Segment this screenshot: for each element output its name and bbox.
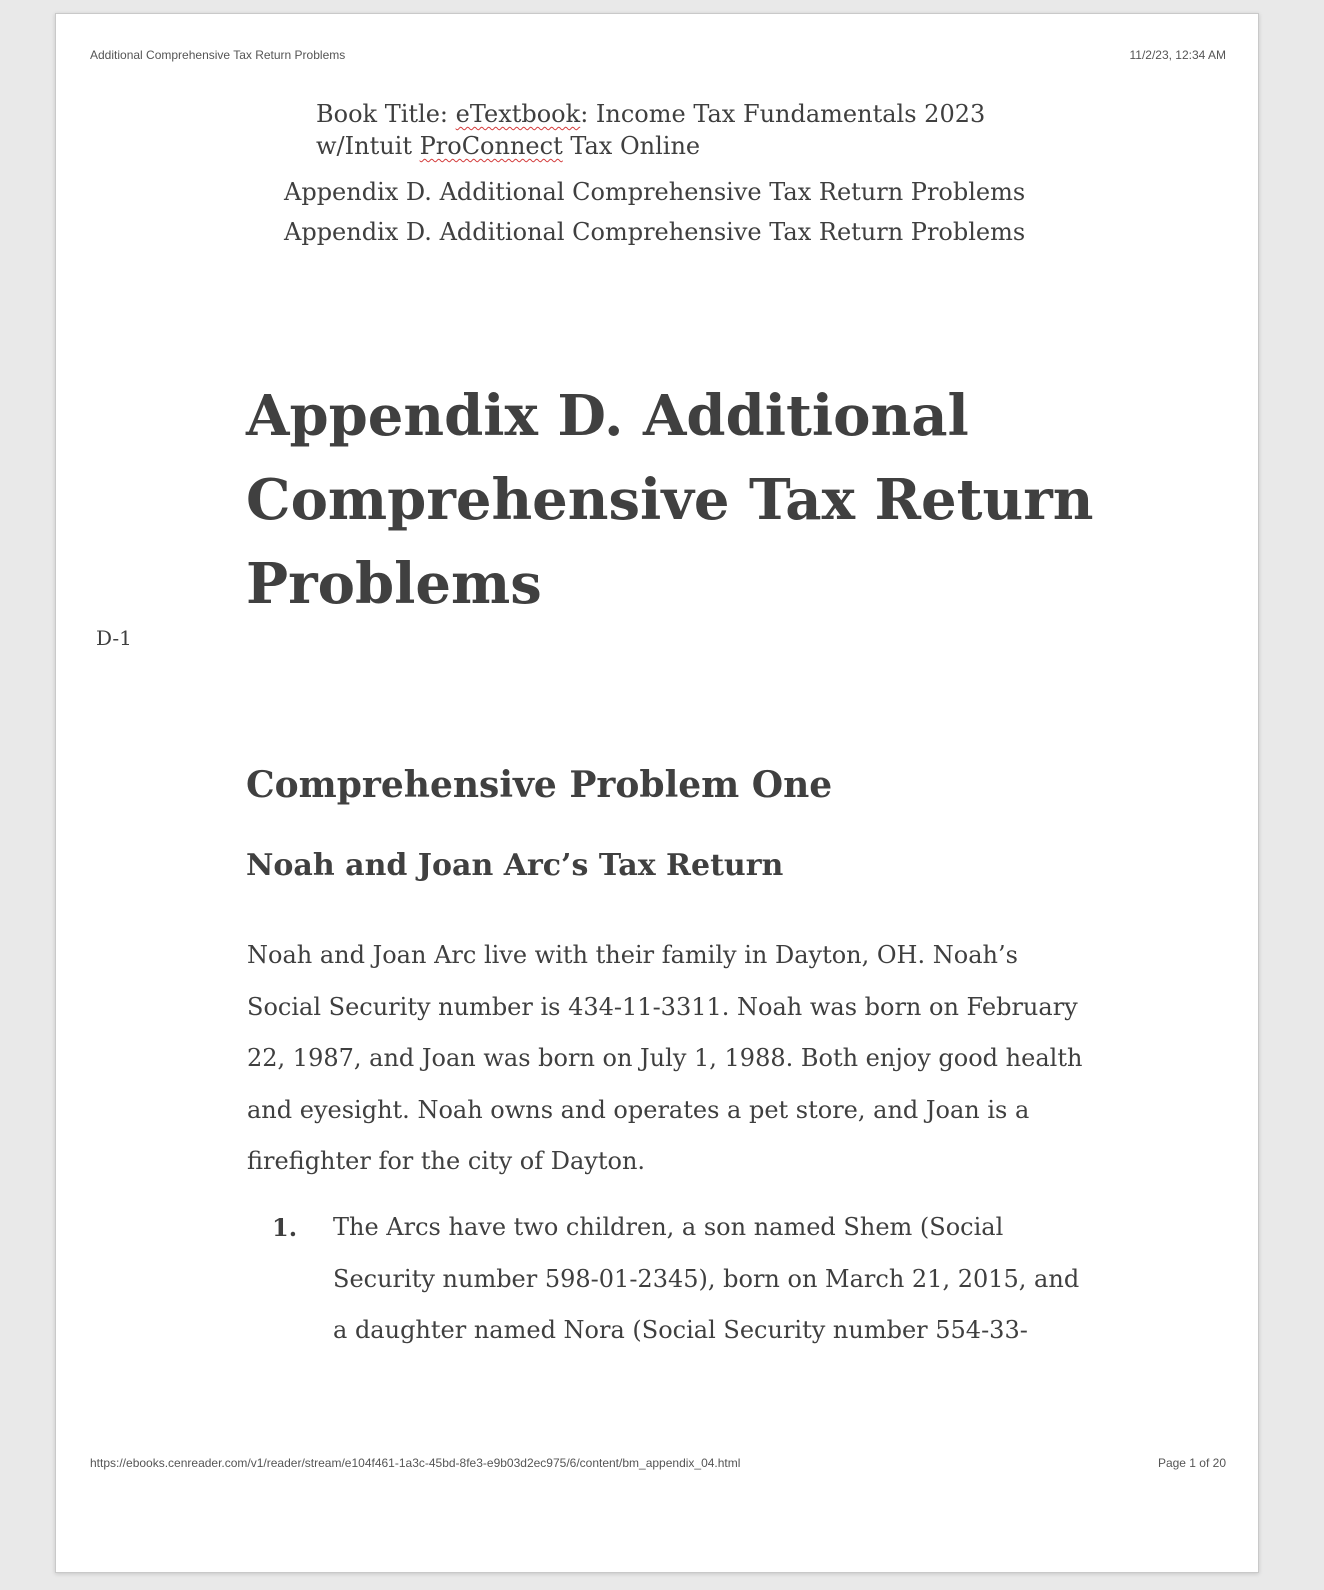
page-title: Appendix D. Additional Comprehensive Tax Return Problems bbox=[246, 383, 1094, 617]
list-item-number: 1. bbox=[272, 1213, 298, 1242]
problem-heading: Comprehensive Problem One bbox=[246, 764, 833, 806]
book-title-prefix: Book Title: bbox=[316, 100, 456, 128]
list-item-text: The Arcs have two children, a son named Shem (Social Security number 598-01-2345), born on March 21, 2015, and a daughter named Nora (Social Security number 554-33- bbox=[333, 1213, 1080, 1344]
book-title-line2-suffix: Tax Online bbox=[562, 132, 701, 160]
appendix-breadcrumb-2: Appendix D. Additional Comprehensive Tax Return Problems bbox=[284, 218, 1026, 246]
document-page bbox=[55, 13, 1259, 1573]
intro-paragraph: Noah and Joan Arc live with their family in Dayton, OH. Noah’s Social Security number is 434-11-3311. Noah was born on February 22, 1987, and Joan was born on July 1, 1988. Both enjoy good health and eyesight. Noah owns and operates a pet store, and Joan is a firefighter for the city of Dayton. bbox=[247, 941, 1083, 1175]
spellcheck-word-etextbook: eTextbook bbox=[455, 100, 581, 128]
print-header-title: Additional Comprehensive Tax Return Problems bbox=[90, 48, 346, 62]
book-title bbox=[296, 98, 1116, 162]
page-number-marker: D-1 bbox=[96, 626, 132, 650]
appendix-breadcrumb-1: Appendix D. Additional Comprehensive Tax Return Problems bbox=[284, 178, 1026, 206]
print-header-datetime: 11/2/23, 12:34 AM bbox=[1129, 48, 1226, 62]
problem-subheading: Noah and Joan Arc’s Tax Return bbox=[246, 848, 784, 883]
book-title-middle: : Income Tax Fundamentals 2023 bbox=[580, 100, 986, 128]
book-title-line2-prefix: w/Intuit bbox=[316, 132, 420, 160]
print-footer-page-info: Page 1 of 20 bbox=[1157, 1456, 1226, 1470]
print-footer-url: https://ebooks.cenreader.com/v1/reader/stream/e104f461-1a3c-45bd-8fe3-e9b03d2ec975/6/content/bm_appendix_04.html bbox=[90, 1456, 741, 1470]
spellcheck-word-proconnect: ProConnect bbox=[419, 132, 563, 160]
